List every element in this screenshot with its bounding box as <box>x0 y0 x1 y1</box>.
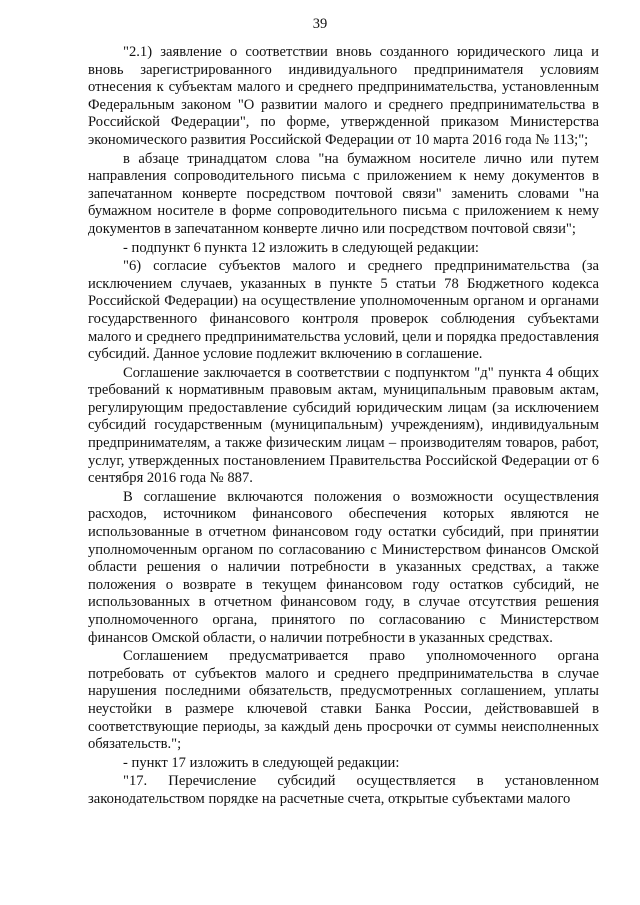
paragraph-7: Соглашением предусматривается право уполномоченного органа потребовать от субъектов малого и среднего предпринимательства в случае нарушения последними обязательств, предусмотренных соглашением, уплаты неустойки в размере ключевой ставки Банка России, действовавшей в соответствующие периоды, за каждый день просрочки от суммы неисполненных обязательств."; <box>88 648 599 753</box>
document-body <box>88 44 599 810</box>
paragraph-2: в абзаце тринадцатом слова "на бумажном носителе лично или путем направления сопроводительного письма с приложением к нему документов в запечатанном конверте посредством почтовой связи" заменить словами "на бумажном носителе в форме сопроводительного письма с приложением к нему документов в запечатанном конверте лично или посредством почтовой связи"; <box>88 150 599 237</box>
paragraph-1: "2.1) заявление о соответствии вновь созданного юридического лица и вновь зарегистрированного индивидуального предпринимателя условиям отнесения к субъектам малого и среднего предпринимательства, установленным Федеральным законом "О развитии малого и среднего предпринимательства в Российской Федерации", по форме, утвержденной приказом Министерства экономического развития Российской Федерации от 10 марта 2016 года № 113;"; <box>88 44 599 148</box>
paragraph-4: "6) согласие субъектов малого и среднего предпринимательства (за исключением случаев, указанных в пункте 5 статьи 78 Бюджетного кодекса Российской Федерации) на осуществление уполномоченным органом и органами государственного финансового контроля проверок соблюдения субъектами малого и среднего предпринимательства условий, цели и порядка предоставления субсидий. Данное условие подлежит включению в соглашение. <box>88 258 599 363</box>
paragraph-9: "17. Перечисление субсидий осуществляется в установленном законодательством порядке на расчетные счета, открытые субъектами малого <box>88 773 599 807</box>
paragraph-5: Соглашение заключается в соответствии с подпунктом "д" пункта 4 общих требований к нормативным правовым актам, муниципальным правовым актам, регулирующим предоставление субсидий юридическим лицам (за исключением субсидий государственным (муниципальным) учреждениям), индивидуальным предпринимателям, а также физическим лицам – производителям товаров, работ, услуг, утвержденных постановлением Правительства Российской Федерации от 6 сентября 2016 года № 887. <box>88 364 599 487</box>
paragraph-3: - подпункт 6 пункта 12 изложить в следующей редакции: <box>123 239 479 256</box>
paragraph-6: В соглашение включаются положения о возможности осуществления расходов, источником финансового обеспечения которых являются не использованные в отчетном финансовом году остатки субсидий, при принятии уполномоченным органом по согласованию с Министерством финансов Омской области решения о наличии потребности в указанных средствах, а также положения о возврате в текущем финансовом году остатков субсидий, не использованных в отчетном финансовом году, в случае отсутствия решения уполномоченного органа, принятого по согласованию с Министерством финансов Омской области, о наличии потребности в указанных средствах. <box>88 488 599 646</box>
page-number: 39 <box>312 16 328 32</box>
paragraph-8: - пункт 17 изложить в следующей редакции: <box>123 754 400 771</box>
